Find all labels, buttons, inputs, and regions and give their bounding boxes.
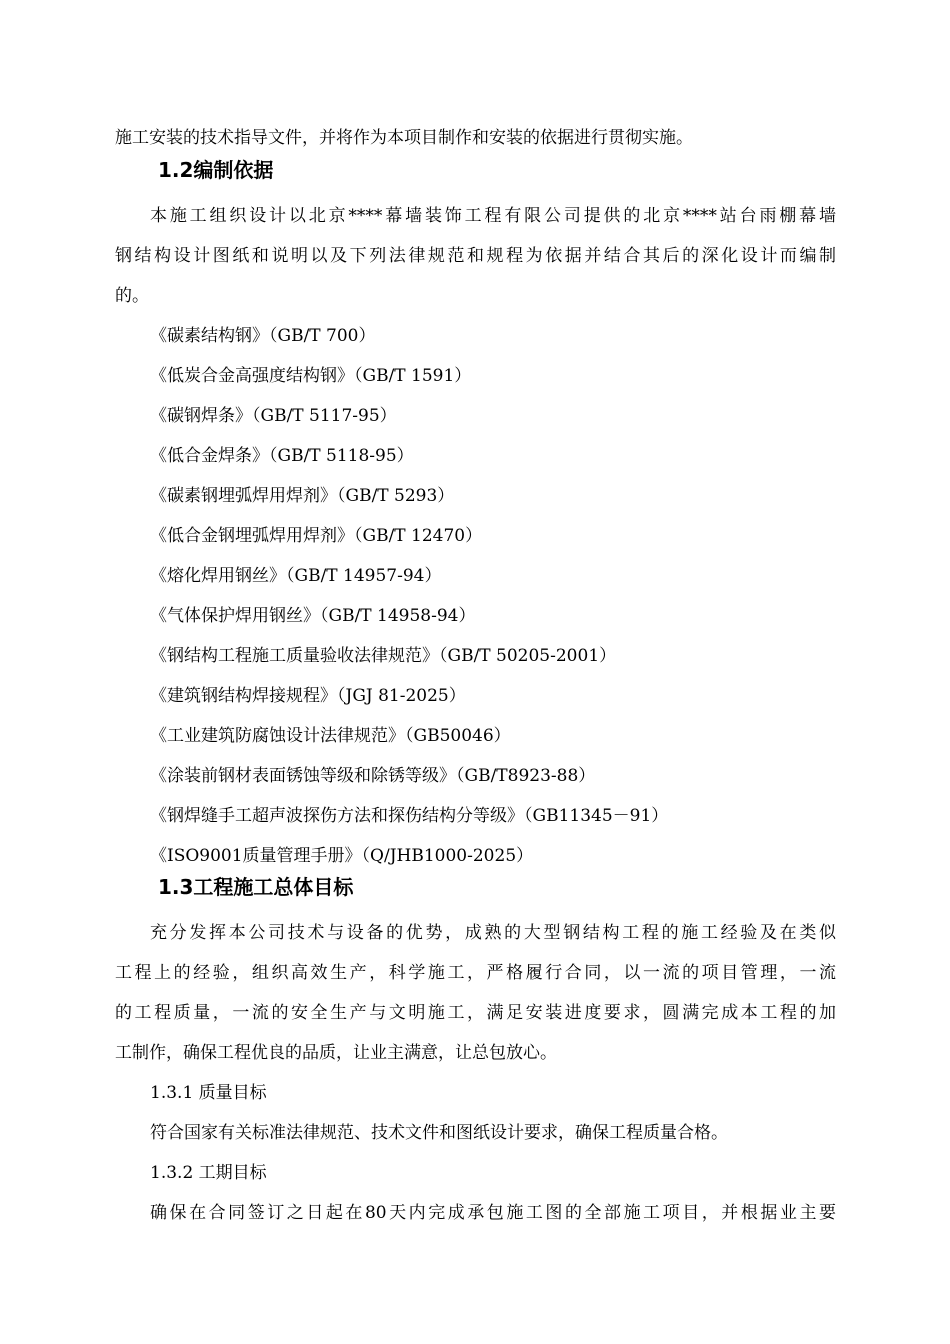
paragraph-line: 工制作，确保工程优良的品质，让业主满意，让总包放心。 [115, 1043, 557, 1063]
reference-item: 《熔化焊用钢丝》（GB/T 14957-94） [150, 566, 442, 586]
reference-item: 《碳素结构钢》（GB/T 700） [150, 326, 376, 346]
quality-target-text: 符合国家有关标准法律规范、技术文件和图纸设计要求，确保工程质量合格。 [150, 1123, 728, 1143]
reference-item: 《工业建筑防腐蚀设计法律规范》（GB50046） [150, 726, 511, 746]
paragraph-line: 的工程质量，一流的安全生产与文明施工，满足安装进度要求，圆满完成本工程的加 [115, 1003, 836, 1023]
reference-item: 《ISO9001质量管理手册》（Q/JHB1000-2025） [150, 846, 534, 866]
paragraph-line: 本施工组织设计以北京****幕墙装饰工程有限公司提供的北京****站台雨棚幕墙 [150, 206, 836, 226]
reference-item: 《碳素钢埋弧焊用焊剂》（GB/T 5293） [150, 486, 455, 506]
schedule-target-text: 确保在合同签订之日起在80天内完成承包施工图的全部施工项目，并根据业主要 [150, 1203, 836, 1223]
reference-item: 《涂装前钢材表面锈蚀等级和除锈等级》（GB/T8923-88） [150, 766, 596, 786]
reference-item: 《钢结构工程施工质量验收法律规范》（GB/T 50205-2001） [150, 646, 617, 666]
paragraph-line: 充分发挥本公司技术与设备的优势，成熟的大型钢结构工程的施工经验及在类似 [150, 923, 836, 943]
section-heading-1-2: 1.2编制依据 [158, 158, 274, 182]
paragraph-line: 钢结构设计图纸和说明以及下列法律规范和规程为依据并结合其后的深化设计而编制 [115, 246, 836, 266]
reference-item: 《钢焊缝手工超声波探伤方法和探伤结构分等级》（GB11345－91） [150, 806, 669, 826]
section-heading-1-3: 1.3工程施工总体目标 [158, 875, 354, 899]
subsection-heading-quality: 1.3.1 质量目标 [150, 1083, 267, 1103]
subsection-heading-schedule: 1.3.2 工期目标 [150, 1163, 267, 1183]
reference-item: 《建筑钢结构焊接规程》（JGJ 81-2025） [150, 686, 466, 706]
reference-item: 《低合金焊条》（GB/T 5118-95） [150, 446, 414, 466]
paragraph-line: 工程上的经验，组织高效生产，科学施工，严格履行合同，以一流的项目管理，一流 [115, 963, 836, 983]
reference-item: 《低炭合金高强度结构钢》（GB/T 1591） [150, 366, 472, 386]
reference-item: 《低合金钢埋弧焊用焊剂》（GB/T 12470） [150, 526, 483, 546]
reference-item: 《碳钢焊条》（GB/T 5117-95） [150, 406, 397, 426]
paragraph-line: 的。 [115, 286, 149, 306]
intro-tail-text: 施工安装的技术指导文件，并将作为本项目制作和安装的依据进行贯彻实施。 [115, 128, 693, 148]
reference-item: 《气体保护焊用钢丝》（GB/T 14958-94） [150, 606, 476, 626]
